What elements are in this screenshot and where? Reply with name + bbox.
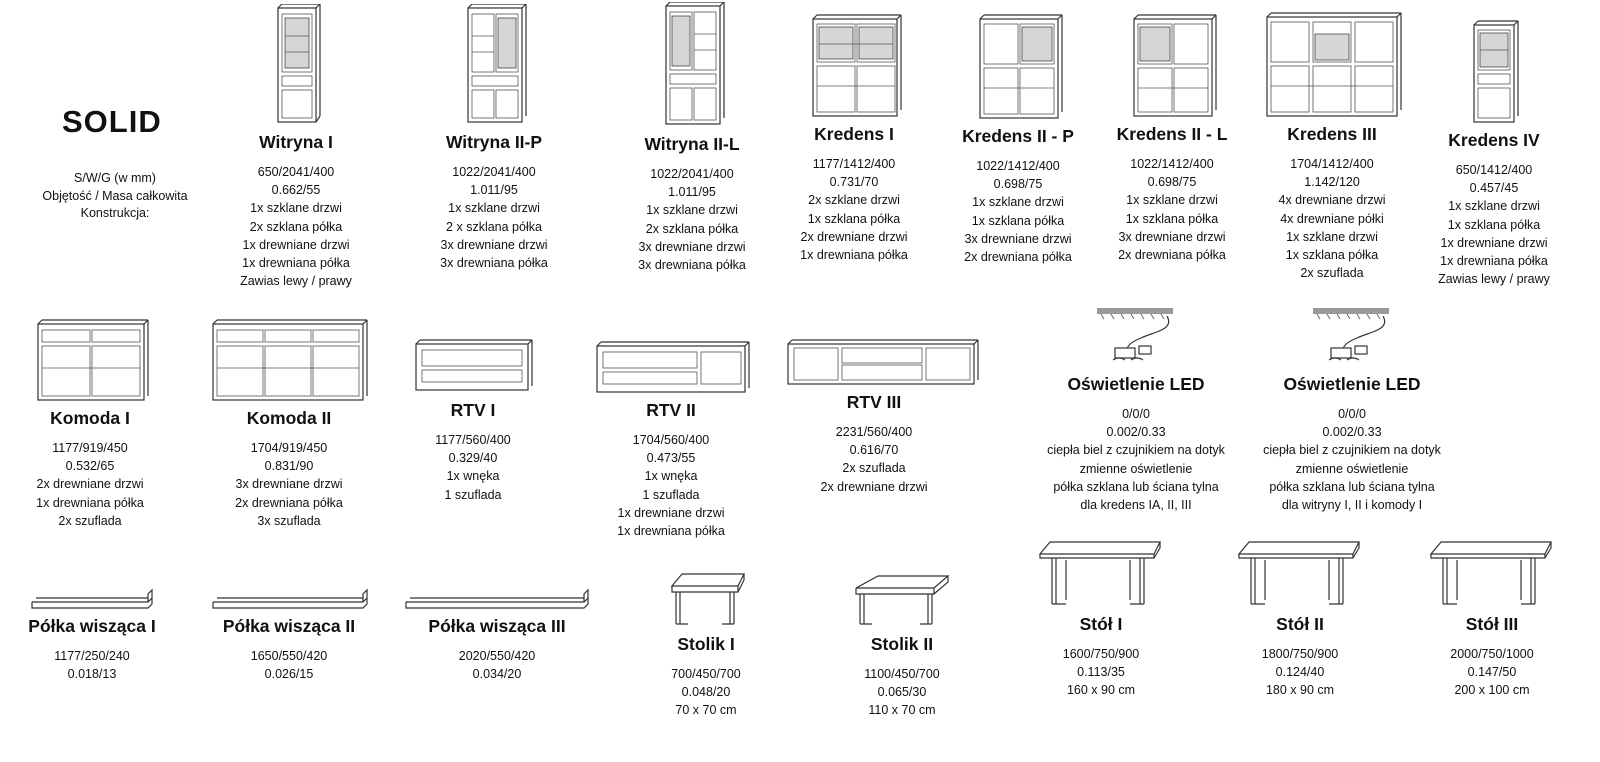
product-komoda-2 — [199, 318, 379, 530]
spec-line: 0.065/30 — [877, 685, 927, 700]
product-specs — [402, 647, 592, 683]
spec-line: 3x drewniane drzwi — [235, 477, 343, 492]
product-title: Kredens II - L — [1116, 124, 1228, 144]
spec-line: 2x drewniane drzwi — [820, 479, 928, 494]
spec-line: 1650/550/420 — [250, 649, 328, 663]
rtv-1-drawing — [408, 336, 538, 394]
product-komoda-1 — [0, 318, 180, 530]
spec-line: 3x drewniana półka — [440, 256, 548, 271]
product-title: Komoda I — [50, 408, 130, 428]
spec-line: 1x szklane drzwi — [972, 195, 1064, 210]
product-specs — [1402, 645, 1582, 700]
spec-line: 1.142/120 — [1304, 175, 1360, 190]
brand-title: SOLID — [62, 104, 162, 139]
spec-line: 110 x 70 cm — [868, 703, 936, 718]
product-specs — [784, 423, 964, 496]
spec-line: 180 x 90 cm — [1265, 683, 1335, 698]
product-specs — [1210, 645, 1390, 700]
product-rtv-3 — [784, 336, 964, 496]
led-1-drawing — [1091, 306, 1181, 368]
spec-line: Zawias lewy / prawy — [240, 274, 352, 289]
spec-line: 0.473/55 — [646, 451, 696, 466]
spec-line: 0.034/20 — [472, 667, 522, 682]
product-led-2 — [1252, 306, 1452, 514]
spec-line: 0.457/45 — [1469, 181, 1519, 196]
spec-line: 3x drewniane drzwi — [638, 239, 746, 254]
product-specs — [616, 665, 796, 720]
product-title: Kredens IV — [1448, 130, 1540, 150]
spec-line: 1.011/95 — [668, 185, 716, 200]
spec-line: 1177/919/450 — [52, 441, 128, 455]
spec-line: 2x drewniana półka — [1118, 248, 1226, 263]
spec-line: 0.532/65 — [65, 459, 115, 474]
spec-line: Zawias lewy / prawy — [1438, 272, 1550, 287]
spec-line: 1704/1412/400 — [1290, 157, 1374, 171]
spec-line: 70 x 70 cm — [675, 703, 737, 718]
product-witryna-2p — [404, 4, 584, 272]
polka-2-drawing — [207, 586, 371, 610]
spec-line: 0.026/15 — [264, 667, 314, 682]
spec-line: 1x szklane drzwi — [1286, 229, 1378, 244]
witryna-2l-drawing — [652, 2, 732, 128]
product-specs — [199, 647, 379, 683]
spec-line: 1x szklana półka — [807, 211, 901, 226]
legend-dimensions: S/W/G (w mm) — [74, 171, 156, 185]
product-kredens-1 — [764, 14, 944, 264]
spec-line: 0.662/55 — [271, 183, 321, 198]
spec-line: 0.018/13 — [67, 667, 117, 682]
product-polka-2 — [199, 586, 379, 683]
spec-line: dla witryny I, II i komody I — [1281, 498, 1423, 513]
product-specs — [581, 431, 761, 540]
spec-line: ciepła biel z czujnikiem na dotyk — [1047, 443, 1225, 458]
spec-line: 1022/1412/400 — [1130, 157, 1214, 171]
stolik-1-drawing — [658, 572, 754, 628]
spec-line: 0.147/50 — [1467, 665, 1517, 680]
product-title: Półka wisząca II — [222, 616, 356, 636]
product-specs — [404, 163, 584, 272]
spec-line: 1x wnęka — [446, 469, 500, 484]
product-title: Witryna II-L — [644, 134, 740, 154]
product-specs — [199, 439, 379, 530]
product-title: Witryna I — [259, 132, 333, 152]
spec-line: 1.011/95 — [470, 183, 518, 198]
product-title: Półka wisząca III — [428, 616, 566, 636]
polka-3-drawing — [402, 586, 592, 610]
spec-line: półka szklana lub ściana tylna — [1269, 479, 1435, 494]
spec-line: 650/2041/400 — [257, 165, 335, 179]
spec-line: 4x drewniane półki — [1280, 211, 1384, 226]
spec-line: 0.124/40 — [1275, 665, 1325, 680]
komoda-2-drawing — [207, 318, 371, 402]
spec-line: 2000/750/1000 — [1450, 647, 1534, 661]
legend-volume-weight: Objętość / Masa całkowita — [42, 188, 188, 203]
product-specs — [812, 665, 992, 720]
product-rtv-2 — [581, 338, 761, 540]
spec-line: 1x drewniane drzwi — [1440, 235, 1548, 250]
kredens-4-drawing — [1464, 20, 1524, 124]
spec-line: 1704/919/450 — [250, 441, 328, 455]
spec-line: 2x drewniane drzwi — [36, 477, 144, 492]
product-specs — [928, 157, 1108, 266]
spec-line: 1x szklane drzwi — [1448, 199, 1540, 214]
product-specs — [1036, 405, 1236, 514]
product-title: Kredens I — [814, 124, 894, 144]
product-title: Oświetlenie LED — [1283, 374, 1421, 394]
kredens-1-drawing — [799, 14, 909, 118]
spec-line: ciepła biel z czujnikiem na dotyk — [1263, 443, 1441, 458]
spec-line: 1x drewniana półka — [242, 256, 350, 271]
spec-line: 700/450/700 — [671, 667, 741, 681]
product-polka-1 — [7, 586, 177, 683]
spec-line: zmienne oświetlenie — [1079, 461, 1193, 476]
product-specs — [7, 647, 177, 683]
spec-line: 0/0/0 — [1338, 407, 1366, 421]
product-title: RTV II — [646, 400, 696, 420]
spec-line: 0.698/75 — [1147, 175, 1197, 190]
spec-line: 1600/750/900 — [1062, 647, 1140, 661]
witryna-2p-drawing — [454, 4, 534, 126]
product-specs — [602, 165, 782, 274]
spec-line: 1 szuflada — [642, 487, 700, 502]
spec-line: 1x drewniane drzwi — [617, 505, 725, 520]
spec-line: 1x szklana półka — [1447, 217, 1541, 232]
rtv-2-drawing — [589, 338, 753, 394]
spec-line: 2231/560/400 — [835, 425, 913, 439]
product-specs — [1242, 155, 1422, 282]
product-witryna-2l — [602, 2, 782, 274]
spec-line: 1x wnęka — [644, 469, 698, 484]
spec-line: 1x szklane drzwi — [646, 203, 738, 218]
spec-line: 650/1412/400 — [1455, 163, 1533, 177]
product-stolik-1 — [616, 572, 796, 720]
product-title: RTV III — [846, 392, 902, 412]
komoda-1-drawing — [28, 318, 152, 402]
product-specs — [764, 155, 944, 264]
product-kredens-4 — [1404, 20, 1584, 288]
spec-line: 1100/450/700 — [864, 667, 940, 681]
product-title: Komoda II — [246, 408, 332, 428]
spec-line: 1x szklana półka — [971, 213, 1065, 228]
spec-line: 4x drewniane drzwi — [1278, 193, 1386, 208]
spec-line: 3x drewniane drzwi — [964, 231, 1072, 246]
spec-line: 1177/1412/400 — [812, 157, 896, 171]
product-specs — [1011, 645, 1191, 700]
spec-line: 0.731/70 — [829, 175, 879, 190]
product-title: Kredens III — [1287, 124, 1377, 144]
product-stol-2 — [1210, 538, 1390, 700]
spec-line: 2020/550/420 — [458, 649, 536, 663]
spec-line: 1x szklane drzwi — [250, 201, 342, 216]
product-specs — [1404, 161, 1584, 288]
spec-line: 3x drewniane drzwi — [440, 237, 548, 252]
product-witryna-1 — [206, 4, 386, 290]
spec-line: 1x szklana półka — [1285, 248, 1379, 263]
spec-line: 0.616/70 — [849, 443, 899, 458]
spec-line: 0.113/35 — [1077, 665, 1125, 680]
spec-line: 2x szuflada — [1300, 266, 1364, 281]
spec-line: dla kredens IA, II, III — [1080, 498, 1192, 513]
product-title: Stolik I — [677, 634, 735, 654]
spec-line: 1704/560/400 — [632, 433, 710, 447]
product-title: Oświetlenie LED — [1067, 374, 1205, 394]
product-title: RTV I — [450, 400, 496, 420]
stol-3-drawing — [1427, 538, 1557, 608]
product-title: Kredens II - P — [962, 126, 1074, 146]
spec-line: 0.698/75 — [993, 177, 1043, 192]
polka-1-drawing — [28, 586, 156, 610]
spec-line: 1022/2041/400 — [452, 165, 536, 179]
spec-line: 0.831/90 — [264, 459, 314, 474]
spec-line: 0.329/40 — [448, 451, 498, 466]
product-stol-3 — [1402, 538, 1582, 700]
spec-line: 1177/560/400 — [435, 433, 511, 447]
spec-line: 2x drewniana półka — [235, 495, 343, 510]
stol-2-drawing — [1235, 538, 1365, 608]
spec-line: 3x drewniana półka — [638, 258, 746, 273]
kredens-2p-drawing — [968, 14, 1068, 120]
rtv-3-drawing — [784, 336, 984, 386]
spec-line: 1022/1412/400 — [976, 159, 1060, 173]
spec-line: zmienne oświetlenie — [1295, 461, 1409, 476]
spec-line: 0.002/0.33 — [1106, 425, 1166, 440]
product-title: Stół II — [1276, 614, 1324, 634]
spec-line: 2 x szklana półka — [446, 219, 542, 234]
product-led-1 — [1036, 306, 1236, 514]
product-stol-1 — [1011, 538, 1191, 700]
spec-line: 1x drewniane drzwi — [242, 237, 350, 252]
led-2-drawing — [1307, 306, 1397, 368]
spec-line: 1x drewniana półka — [800, 248, 908, 263]
product-specs — [383, 431, 563, 504]
spec-line: 0.002/0.33 — [1322, 425, 1382, 440]
spec-line: 2x szklane drzwi — [808, 193, 900, 208]
spec-line: 1800/750/900 — [1261, 647, 1339, 661]
spec-line: 1 szuflada — [444, 487, 502, 502]
spec-line: 3x szuflada — [257, 513, 321, 528]
spec-line: 0/0/0 — [1122, 407, 1150, 421]
spec-line: 1x szklane drzwi — [448, 201, 540, 216]
kredens-2l-drawing — [1122, 14, 1222, 118]
spec-line: 1x drewniana półka — [617, 524, 725, 539]
spec-line: 3x drewniane drzwi — [1118, 229, 1226, 244]
product-title: Witryna II-P — [445, 132, 543, 152]
product-rtv-1 — [383, 336, 563, 504]
spec-line: 2x szuflada — [58, 513, 122, 528]
spec-line: półka szklana lub ściana tylna — [1053, 479, 1219, 494]
spec-line: 0.048/20 — [681, 685, 731, 700]
witryna-1-drawing — [266, 4, 326, 126]
product-polka-3 — [402, 586, 592, 683]
product-specs — [1252, 405, 1452, 514]
spec-line: 2x szklana półka — [645, 221, 739, 236]
product-title: Stół III — [1465, 614, 1519, 634]
spec-line: 2x szklana półka — [249, 219, 343, 234]
spec-line: 1x drewniana półka — [1440, 254, 1548, 269]
stol-1-drawing — [1036, 538, 1166, 608]
product-title: Stolik II — [870, 634, 934, 654]
spec-line: 2x drewniane drzwi — [800, 229, 908, 244]
spec-line: 160 x 90 cm — [1066, 683, 1136, 698]
product-specs — [1082, 155, 1262, 264]
product-kredens-2l — [1082, 14, 1262, 264]
product-stolik-2 — [812, 572, 992, 720]
spec-line: 1x szklane drzwi — [1126, 193, 1218, 208]
stolik-2-drawing — [850, 572, 954, 628]
spec-line: 200 x 100 cm — [1454, 683, 1530, 698]
spec-line: 1x drewniana półka — [36, 495, 144, 510]
spec-line: 1177/250/240 — [54, 649, 130, 663]
product-title: Stół I — [1079, 614, 1123, 634]
spec-line: 1022/2041/400 — [650, 167, 734, 181]
product-specs — [206, 163, 386, 290]
product-kredens-2p — [928, 14, 1108, 266]
product-title: Półka wisząca I — [28, 616, 156, 636]
product-kredens-3 — [1242, 12, 1422, 282]
spec-legend — [20, 170, 210, 223]
legend-construction: Konstrukcja: — [80, 206, 150, 220]
spec-line: 1x szklana półka — [1125, 211, 1219, 226]
kredens-3-drawing — [1259, 12, 1405, 118]
spec-line: 2x szuflada — [842, 461, 906, 476]
spec-line: 2x drewniana półka — [964, 250, 1072, 265]
product-specs — [0, 439, 180, 530]
